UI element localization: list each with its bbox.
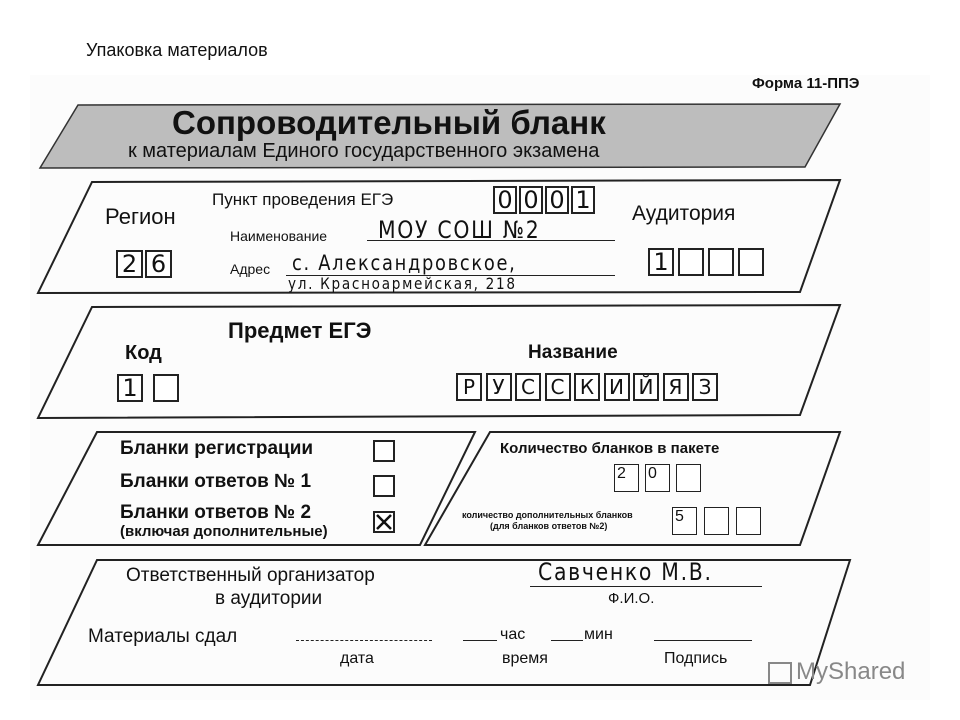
subject-name-label: Название bbox=[528, 342, 618, 363]
form-title: Сопроводительный бланк bbox=[172, 104, 606, 141]
point-label: Пункт проведения ЕГЭ bbox=[212, 190, 394, 209]
address-line1[interactable]: с. Александровское, bbox=[292, 251, 517, 275]
point-digit[interactable]: 1 bbox=[571, 186, 595, 214]
auditorium-digit[interactable] bbox=[678, 248, 704, 276]
subject-letter-box[interactable]: Й bbox=[633, 373, 659, 401]
extra-note: (для бланков ответов №2) bbox=[490, 521, 608, 531]
reg-forms-checkbox[interactable] bbox=[373, 440, 395, 462]
address-label: Адрес bbox=[230, 261, 271, 277]
answers1-checkbox[interactable] bbox=[373, 475, 395, 497]
address-line2[interactable]: ул. Красноармейская, 218 bbox=[288, 274, 517, 293]
date-label: дата bbox=[340, 650, 374, 667]
count-digit[interactable] bbox=[676, 464, 701, 492]
organizer-name[interactable]: Савченко М.В. bbox=[538, 558, 713, 586]
answers2-label: Бланки ответов № 2 bbox=[120, 502, 312, 523]
code-label: Код bbox=[125, 342, 162, 364]
presentation-icon bbox=[768, 662, 792, 684]
subject-letter-box[interactable]: С bbox=[545, 373, 571, 401]
form-subtitle: к материалам Единого государственного экзамена bbox=[128, 140, 600, 162]
name-label: Наименование bbox=[230, 228, 328, 244]
extra-digit[interactable] bbox=[704, 507, 729, 535]
count-digit[interactable]: 2 bbox=[614, 464, 639, 492]
point-digit[interactable]: 0 bbox=[493, 186, 517, 214]
watermark bbox=[768, 658, 905, 686]
organizer-label: Ответственный организатор bbox=[126, 565, 375, 586]
min-label: мин bbox=[584, 626, 613, 643]
subject-letter-box[interactable]: З bbox=[692, 373, 718, 401]
slide-title: Упаковка материалов bbox=[86, 40, 268, 60]
auditorium-digit[interactable]: 1 bbox=[648, 248, 674, 276]
subject-letter-box[interactable]: Р bbox=[456, 373, 482, 401]
extra-digit[interactable]: 5 bbox=[672, 507, 697, 535]
hour-label: час bbox=[500, 626, 526, 643]
handed-label: Материалы сдал bbox=[88, 626, 238, 647]
extra-digit[interactable] bbox=[736, 507, 761, 535]
form-number: Форма 11-ППЭ bbox=[752, 75, 860, 92]
region-label: Регион bbox=[105, 204, 176, 229]
auditorium-digit[interactable] bbox=[708, 248, 734, 276]
auditorium-digit[interactable] bbox=[738, 248, 764, 276]
organizer-label2: в аудитории bbox=[215, 588, 323, 609]
region-digit[interactable]: 2 bbox=[116, 250, 143, 278]
code-digit[interactable]: 1 bbox=[117, 374, 143, 402]
count-label: Количество бланков в пакете bbox=[500, 440, 720, 457]
checkmark-x-icon bbox=[375, 513, 393, 531]
subject-title: Предмет ЕГЭ bbox=[228, 318, 372, 343]
answers2-note: (включая дополнительные) bbox=[120, 523, 328, 540]
point-digit[interactable]: 0 bbox=[519, 186, 543, 214]
count-digit[interactable]: 0 bbox=[645, 464, 670, 492]
subject-letter-box[interactable]: И bbox=[604, 373, 630, 401]
subject-letter-box[interactable]: У bbox=[486, 373, 512, 401]
code-digit[interactable] bbox=[153, 374, 179, 402]
watermark-text: MyShared bbox=[796, 658, 906, 685]
answers1-label: Бланки ответов № 1 bbox=[120, 471, 312, 492]
answers2-checkbox[interactable] bbox=[373, 511, 395, 533]
signature-label: Подпись bbox=[664, 650, 728, 667]
subject-letter-box[interactable]: Я bbox=[663, 373, 689, 401]
extra-label: количество дополнительных бланков bbox=[462, 510, 633, 520]
fio-label: Ф.И.О. bbox=[608, 590, 655, 607]
time-label: время bbox=[502, 650, 548, 667]
subject-letter-box[interactable]: К bbox=[574, 373, 600, 401]
auditorium-label: Аудитория bbox=[632, 202, 736, 225]
region-digit[interactable]: 6 bbox=[145, 250, 172, 278]
subject-letter-box[interactable]: С bbox=[515, 373, 541, 401]
point-digit[interactable]: 0 bbox=[545, 186, 569, 214]
reg-forms-label: Бланки регистрации bbox=[120, 438, 314, 459]
name-value[interactable]: МОУ СОШ №2 bbox=[378, 216, 541, 244]
